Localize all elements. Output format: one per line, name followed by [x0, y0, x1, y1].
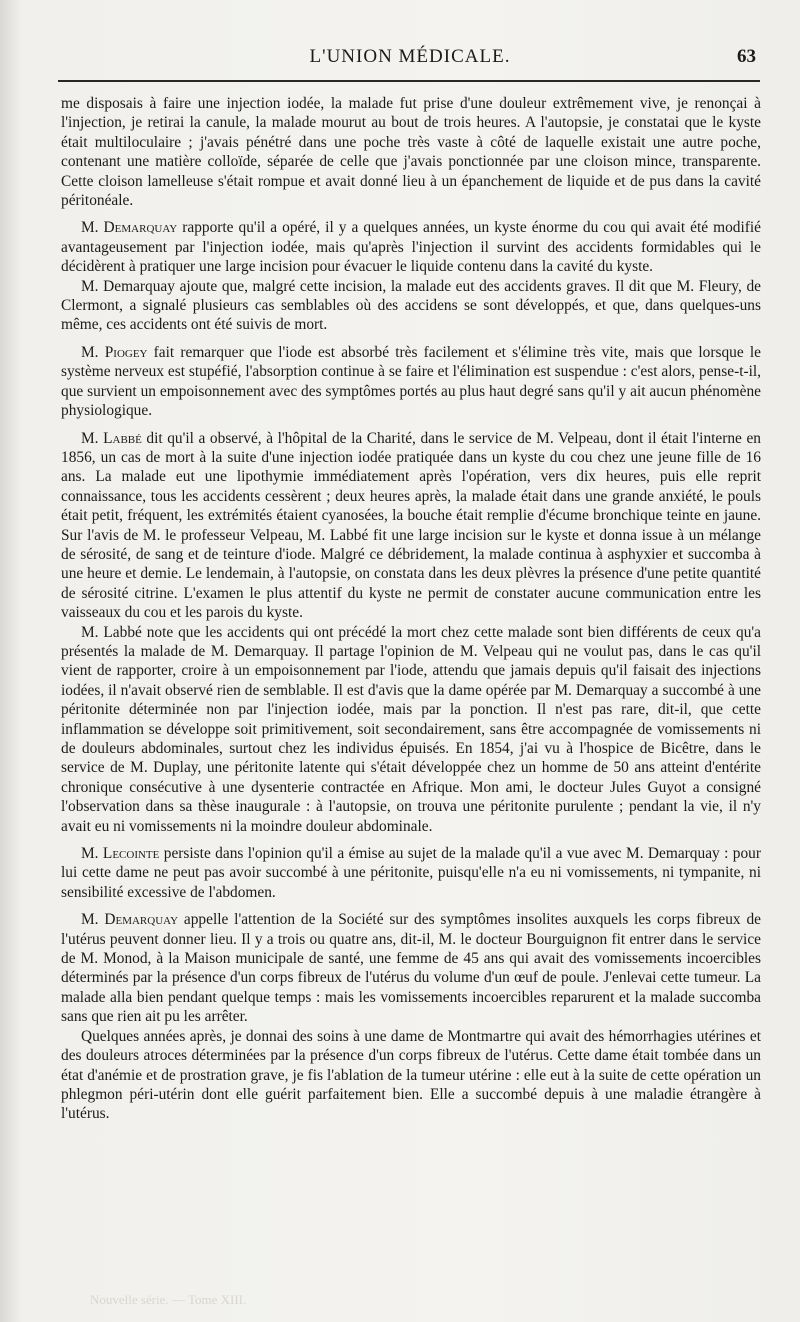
- running-head: L'UNION MÉDICALE.: [309, 46, 511, 67]
- paragraph-text: Quelques années après, je donnai des soins à une dame de Montmartre qui avait des hémorrhagies utérines et des douleurs atroces déterminées par la présence d'un corps fibreux de l'utérus. Cette dame était tombée dans un état d'anémie et de prostration grave, je fis l'ablation de la tumeur utérine : elle eut à la suite de cette opération un phlegmon péri-utérin dont elle guérit parfaitement bien. Elle a succombé depuis à une maladie étrangère à l'utérus.: [61, 1027, 761, 1123]
- speaker-name: M. Demarquay: [81, 911, 179, 929]
- speaker-name: M. Lecointe: [81, 845, 160, 863]
- paragraph: [61, 277, 761, 335]
- paragraph: [61, 429, 761, 623]
- footer-note: Nouvelle série. — Tome XIII.: [90, 1292, 247, 1307]
- speaker-name: M. Labbé: [81, 429, 142, 447]
- paragraph: [61, 623, 761, 836]
- paragraph-text: fait remarquer que l'iode est absorbé très facilement et s'élimine très vite, mais que lorsque le système nerveux est stupéfié, l'absorption continue à se faire et l'élimination est suspendue : c'est alors, pense-t-il, que survient un empoisonnement avec des symptômes portés au plus haut degré sans qu'il y ait aucun phénomène physiologique.: [61, 343, 762, 420]
- paragraph-text: M. Demarquay ajoute que, malgré cette incision, la malade eut des accidents graves. Il dit que M. Fleury, de Clermont, a signalé plusieurs cas semblables où des accidens se sont développés, et que, dans quelques-uns même, ces accidents ont été suivis de mort.: [61, 277, 761, 334]
- page-number: 63: [737, 46, 756, 67]
- paragraph: [61, 844, 761, 902]
- paragraph-text: dit qu'il a observé, à l'hôpital de la Charité, dans le service de M. Velpeau, dont il était l'interne en 1856, un cas de mort à la suite d'une injection iodée pratiquée dans un kyste du cou chez une jeune fille de 16 ans. La malade eut une lipothymie immédiatement après l'opération, vers dix heures, puis elle reprit connaissance, tous les accidents cessèrent ; deux heures après, la malade était dans une grande anxiété, le pouls était petit, fréquent, les extrémités étaient cyanosées, la bouche était remplie d'écume bronchique teinte en jaune. Sur l'avis de M. le professeur Velpeau, M. Labbé fit une large incision sur le kyste et donna issue à un mélange de sérosité, de sang et de teinture d'iode. Malgré ce débridement, la malade continua à asphyxier et succomba à une heure et demie. Le lendemain, à l'autopsie, on constata dans les deux plèvres la présence d'une petite quantité de sérosité citrine. L'examen le plus attentif du kyste ne permit de constater aucune communication entre les vaisseaux du cou et les parois du kyste.: [61, 429, 761, 622]
- header-rule: [58, 80, 760, 82]
- paragraph: [61, 1027, 761, 1124]
- paragraph: [61, 94, 761, 210]
- paragraph: [61, 343, 761, 421]
- paragraph-text: M. Labbé note que les accidents qui ont précédé la mort chez cette malade sont bien différents de ceux qu'a présentés la malade de M. Demarquay. Il partage l'opinion de M. Velpeau qui ne voulut pas, dans le cas qu'il vient de rapporter, croire à un empoisonnement par l'iode, attendu que jamais depuis qu'il faisait des injections iodées, il n'avait observé rien de semblable. Il est d'avis que la dame opérée par M. Demarquay a succombé à une péritonite déterminée non par l'injection iodée, mais par la ponction. Il n'est pas rare, dit-il, que cette inflammation se développe soit primitivement, soit secondairement, sans être accompagnée de vomissements ni de douleurs abdominales, surtout chez les individus épuisés. En 1854, j'ai vu à l'hospice de Bicêtre, dans le service de M. Duplay, une péritonite latente qui s'était développée chez un homme de 50 ans atteint d'entérite chronique consécutive à une dysenterie contractée en Afrique. Mon ami, le docteur Jules Guyot a consigné l'observation dans sa thèse inaugurale : à l'autopsie, on trouva une péritonite purulente ; pendant la vie, il n'y avait eu ni vomissements ni la moindre douleur abdominale.: [61, 623, 761, 835]
- paragraph: [61, 910, 761, 1026]
- speaker-name: M. Piogey: [81, 343, 148, 361]
- paragraph-text: rapporte qu'il a opéré, il y a quelques années, un kyste énorme du cou qui avait été modifié avantageusement par l'injection iodée, mais qu'après l'injection il survint des accidents formidables qui le décidèrent à pratiquer une large incision pour évacuer le liquide contenu dans la cavité du kyste.: [61, 219, 761, 276]
- body-text: [61, 94, 761, 1124]
- speaker-name: M. Demarquay: [81, 219, 178, 237]
- paragraph-text: persiste dans l'opinion qu'il a émise au sujet de la malade qu'il a vue avec M. Demarquay : pour lui cette dame ne peut pas avoir succombé à une péritonite, puisqu'elle n'a eu ni vomissements, ni tympanite, ni sensibilité excessive de l'abdomen.: [61, 845, 761, 901]
- paragraph: [61, 218, 761, 276]
- page-header: [60, 44, 760, 76]
- paragraph-text: me disposais à faire une injection iodée, la malade fut prise d'une douleur extrêmement vive, je renonçai à l'injection, je retirai la canule, la malade mourut au bout de trois heures. A l'autopsie, je constatai que le kyste était multiloculaire ; j'avais pénétré dans une poche très vaste à côté de laquelle existait une autre poche, contenant une matière colloïde, séparée de celle que j'avais ponctionnée par une cloison mince, transparente. Cette cloison lamelleuse s'était rompue et avait donné lieu à un épanchement de liquide et de pus dans la cavité péritonéale.: [61, 95, 761, 210]
- paragraph-text: appelle l'attention de la Société sur des symptômes insolites auxquels les corps fibreux de l'utérus peuvent donner lieu. Il y a trois ou quatre ans, dit-il, M. le docteur Bourguignon fit entrer dans le service de M. Monod, à la Maison municipale de santé, une femme de 45 ans qui avait des vomissements incoercibles déterminés par la présence d'un corps fibreux de l'utérus du volume d'un œuf de poule. J'enlevai cette tumeur. La malade alla bien pendant quelque temps : mais les vomissements incoercibles reparurent et la malade succomba sans que rien ait pu les arrêter.: [61, 911, 761, 1026]
